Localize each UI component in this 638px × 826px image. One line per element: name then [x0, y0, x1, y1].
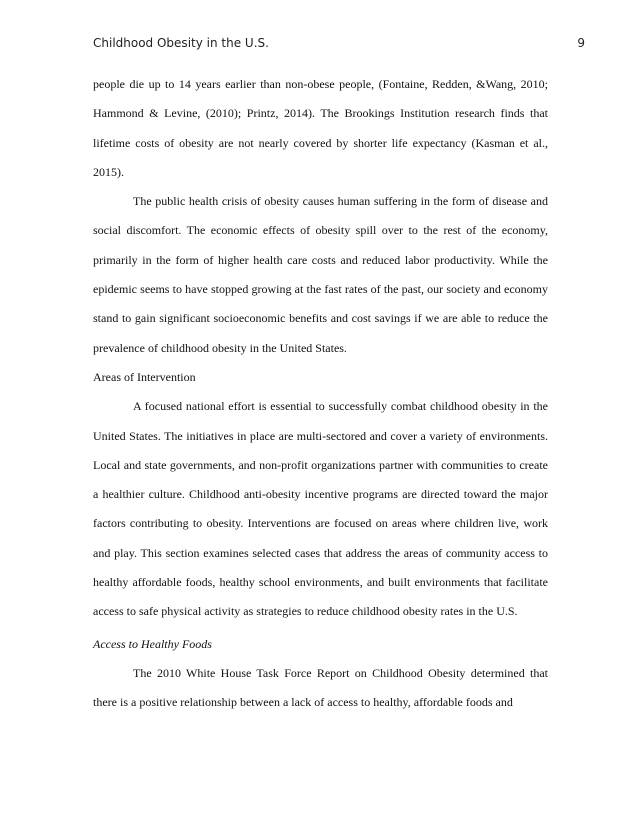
header-title: Childhood Obesity in the U.S. — [93, 36, 269, 50]
paragraph-task-force: The 2010 White House Task Force Report on Childhood Obesity determined that there is a positive relationship between a lack of access to healthy, affordable foods and — [93, 665, 548, 710]
body-text — [93, 70, 548, 718]
paragraph-continued: people die up to 14 years earlier than non-obese people, (Fontaine, Redden, &Wang, 2010; Hammond & Levine, (2010); Printz, 2014). The Brookings Institution research finds that lifetime costs of obesity are not nearly covered by shorter life expectancy (Kasman et al., 2015). — [93, 77, 548, 179]
heading-access-to-healthy-foods: Access to Healthy Foods — [93, 636, 212, 651]
page-number: 9 — [577, 36, 585, 50]
paragraph-public-health: The public health crisis of obesity causes human suffering in the form of disease and social discomfort. The economic effects of obesity spill over to the rest of the economy, primarily in the form of higher health care costs and reduced labor productivity. While the epidemic seems to have stopped growing at the fast rates of the past, our society and economy stand to gain significant socioeconomic benefits and cost savings if we are able to reduce the prevalence of childhood obesity in the United States. — [93, 194, 548, 355]
heading-areas-of-intervention: Areas of Intervention — [93, 369, 196, 384]
running-header — [93, 36, 585, 56]
paragraph-focused-effort: A focused national effort is essential to successfully combat childhood obesity in the United States. The initiatives in place are multi-sectored and cover a variety of environments. Local and state governments, and non-profit organizations partner with communities to create a healthier culture. Childhood anti-obesity incentive programs are directed toward the major factors contributing to obesity. Interventions are focused on areas where children live, work and play. This section examines selected cases that address the areas of community access to healthy affordable foods, healthy school environments, and built environments that facilitate access to safe physical activity as strategies to reduce childhood obesity rates in the U.S. — [93, 399, 548, 619]
